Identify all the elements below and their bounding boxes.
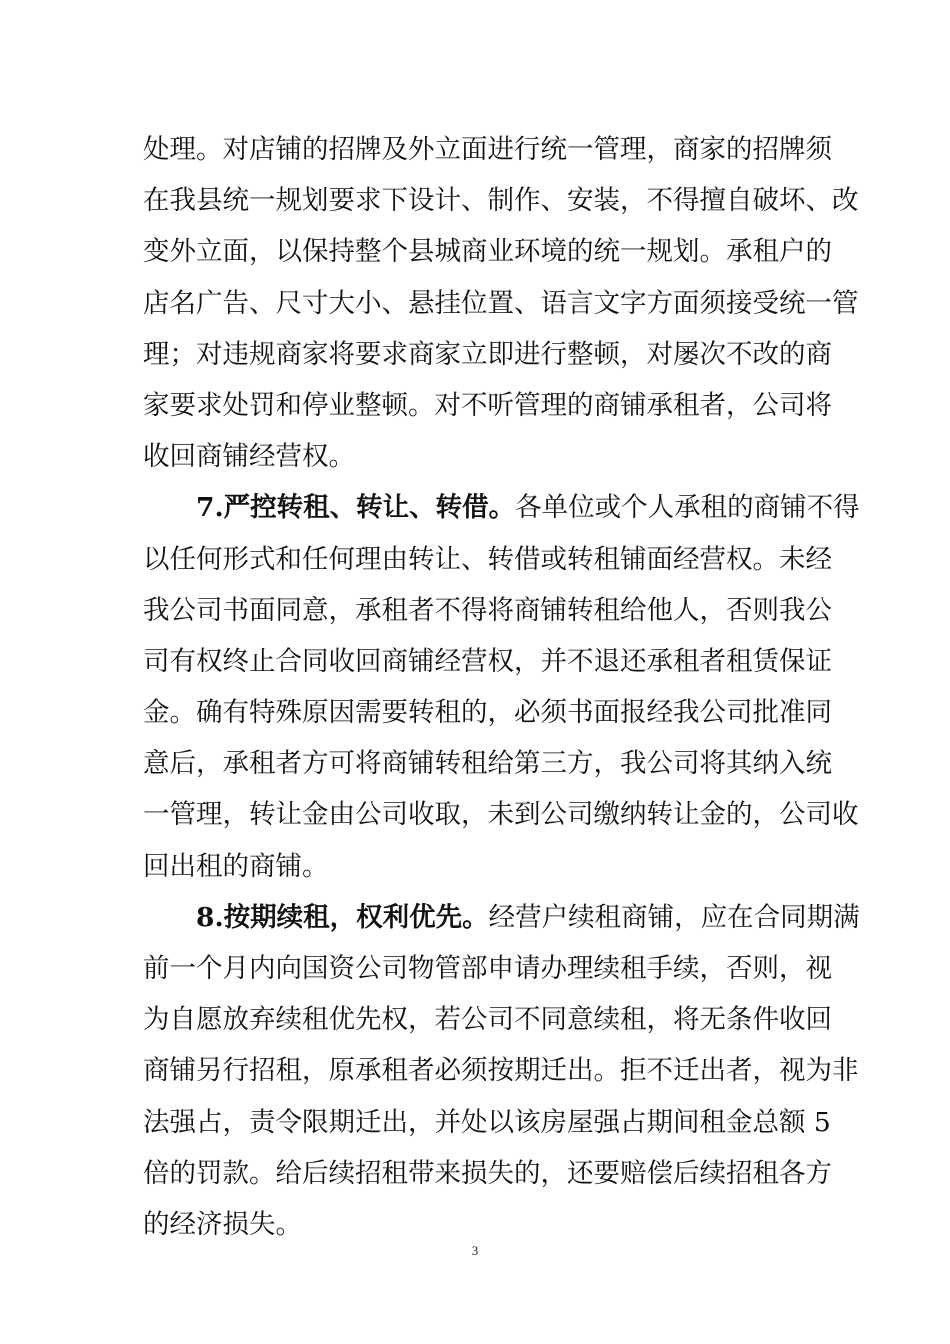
text-line: 处理。对店铺的招牌及外立面进行统一管理，商家的招牌须 [143, 134, 832, 165]
text-line: 的经济损失。 [143, 1208, 302, 1240]
paragraph-heading: 7.严控转租、转让、转借。 [196, 492, 516, 524]
text-line: 我公司书面同意，承租者不得将商铺转租给他人，否则我公 [143, 594, 832, 626]
text-run: 经营户续租商铺，应在合同期满 [488, 901, 860, 933]
paragraph-7 [143, 482, 860, 892]
text-line: 家要求处罚和停业整顿。对不听管理的商铺承租者，公司将 [143, 389, 832, 421]
paragraph-heading: 8.按期续租，权利优先。 [196, 901, 489, 933]
text-line: 金。确有特殊原因需要转租的，必须书面报经我公司批准同 [143, 697, 832, 729]
text-line: 法强占，责令限期迁出，并处以该房屋强占期间租金总额 5 [143, 1106, 831, 1138]
text-line: 一管理，转让金由公司收取，未到公司缴纳转让金的，公司收 [143, 799, 859, 831]
text-line: 在我县统一规划要求下设计、制作、安装，不得擅自破坏、改 [143, 185, 859, 217]
text-line: 司有权终止合同收回商铺经营权，并不退还承租者租赁保证 [143, 645, 832, 677]
text-line: 为自愿放弃续租优先权，若公司不同意续租，将无条件收回 [143, 1004, 832, 1036]
text-line: 变外立面，以保持整个县城商业环境的统一规划。承租户的 [143, 236, 832, 268]
document-body [143, 124, 860, 1250]
text-line: 倍的罚款。给后续招租带来损失的，还要赔偿后续招租各方 [143, 1157, 832, 1189]
text-line: 收回商铺经营权。 [143, 441, 355, 473]
paragraph-8 [143, 892, 860, 1250]
paragraph-first-line [143, 892, 860, 943]
paragraph-first-line [143, 482, 860, 533]
text-line: 回出租的商铺。 [143, 850, 329, 882]
text-line: 店名广告、尺寸大小、悬挂位置、语言文字方面须接受统一管 [143, 287, 859, 319]
text-line: 意后，承租者方可将商铺转租给第三方，我公司将其纳入统 [143, 748, 832, 780]
text-line: 以任何形式和任何理由转让、转借或转租铺面经营权。未经 [143, 543, 832, 575]
text-line: 前一个月内向国资公司物管部申请办理续租手续，否则，视 [143, 953, 832, 984]
text-line: 商铺另行招租，原承租者必须按期迁出。拒不迁出者，视为非 [143, 1055, 859, 1087]
text-run: 各单位或个人承租的商铺不得 [515, 492, 860, 524]
text-line: 理；对违规商家将要求商家立即进行整顿，对屡次不改的商 [143, 338, 832, 370]
page-number: 3 [471, 1243, 479, 1258]
paragraph-6-continued [143, 124, 859, 482]
